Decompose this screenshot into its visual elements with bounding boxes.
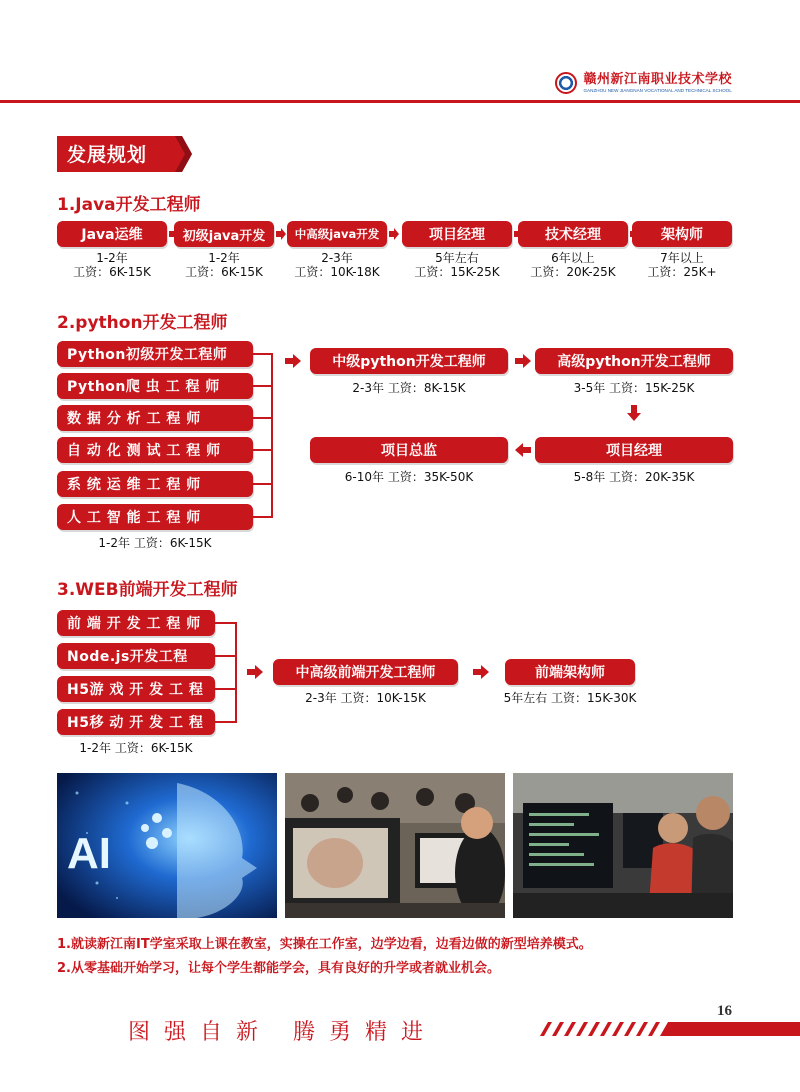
section-banner	[57, 136, 192, 172]
connector-line	[253, 353, 273, 355]
arrow-down-icon	[627, 405, 641, 421]
coding-students-photo	[513, 773, 733, 918]
web-mid-role: 中高级前端开发工程师	[273, 659, 458, 685]
java-step-label: 中高级java开发	[287, 221, 387, 247]
connector-line	[215, 721, 237, 723]
arrow-right-icon	[247, 665, 263, 679]
java-step-salary: 工资：6K-15K	[185, 265, 263, 279]
python-director-caption: 6-10年 工资：35K-50K	[344, 470, 474, 484]
python-entry-role: Python初级开发工程师	[57, 341, 253, 367]
python-section-title: 2.python开发工程师	[57, 313, 228, 333]
connector-line	[253, 516, 273, 518]
java-step-salary: 工资：25K+	[647, 265, 717, 279]
java-step-label: Java运维	[57, 221, 167, 247]
python-pm-role: 项目经理	[535, 437, 733, 463]
java-step-label: 项目经理	[402, 221, 512, 247]
java-step-salary: 工资：10K-18K	[294, 265, 380, 279]
page-number: 16	[717, 1003, 732, 1019]
java-section-title: 1.Java开发工程师	[57, 195, 201, 215]
arrow-right-icon	[276, 228, 286, 240]
python-entry-role: 人 工 智 能 工 程 师	[57, 504, 253, 530]
java-step-salary: 工资：6K-15K	[73, 265, 151, 279]
arrow-right-icon	[473, 665, 489, 679]
python-entry-role: Python爬 虫 工 程 师	[57, 373, 253, 399]
java-step-years: 2-3年	[321, 251, 353, 265]
arrow-right-icon	[285, 354, 301, 368]
java-step-years: 5年左右	[435, 251, 479, 265]
web-section-title: 3.WEB前端开发工程师	[57, 580, 238, 600]
python-entry-role: 自 动 化 测 试 工 程 师	[57, 437, 253, 463]
web-entry-role: H5移 动 开 发 工 程	[57, 709, 215, 735]
java-step-label: 架构师	[632, 221, 732, 247]
python-senior-role: 高级python开发工程师	[535, 348, 733, 374]
connector-vertical	[271, 353, 273, 518]
java-step-salary: 工资：20K-25K	[530, 265, 616, 279]
footer-stripes	[540, 1022, 800, 1036]
java-step-years: 6年以上	[551, 251, 595, 265]
header-rule	[0, 100, 800, 103]
web-entry-role: H5游 戏 开 发 工 程	[57, 676, 215, 702]
python-mid-role: 中级python开发工程师	[310, 348, 508, 374]
python-director-role: 项目总监	[310, 437, 508, 463]
school-logo	[555, 72, 732, 94]
connector-line	[215, 688, 237, 690]
java-step-salary: 工资：15K-25K	[414, 265, 500, 279]
school-emblem-icon	[555, 72, 577, 94]
java-step-label: 技术经理	[518, 221, 628, 247]
arrow-left-icon	[515, 443, 531, 457]
footer-motto: 图强自新 腾勇精进	[128, 1020, 437, 1045]
arrow-right-icon	[389, 228, 399, 240]
note-line: 1.就读新江南IT学室采取上课在教室，实操在工作室，边学边看，边看边做的新型培养模式。	[57, 937, 592, 952]
python-entry-caption: 1-2年 工资：6K-15K	[98, 536, 212, 550]
python-mid-caption: 2-3年 工资：8K-15K	[352, 381, 466, 395]
web-mid-caption: 2-3年 工资：10K-15K	[305, 691, 426, 705]
web-architect-caption: 5年左右 工资：15K-30K	[503, 691, 637, 705]
classroom-photo	[285, 773, 505, 918]
web-entry-role: Node.js开发工程	[57, 643, 215, 669]
connector-line	[253, 417, 273, 419]
web-entry-role: 前 端 开 发 工 程 师	[57, 610, 215, 636]
banner-title: 发展规划	[67, 144, 148, 166]
python-senior-caption: 3-5年 工资：15K-25K	[573, 381, 695, 395]
connector-line	[215, 655, 237, 657]
java-step-years: 1-2年	[96, 251, 128, 265]
connector-line	[215, 622, 237, 624]
web-architect-role: 前端架构师	[505, 659, 635, 685]
python-entry-role: 数 据 分 析 工 程 师	[57, 405, 253, 431]
connector-line	[253, 483, 273, 485]
arrow-right-icon	[515, 354, 531, 368]
note-line: 2.从零基础开始学习，让每个学生都能学会，具有良好的升学或者就业机会。	[57, 961, 500, 976]
java-step-label: 初级java开发	[174, 221, 274, 247]
connector-line	[253, 385, 273, 387]
school-name-cn: 赣州新江南职业技术学校	[583, 71, 732, 87]
python-entry-role: 系 统 运 维 工 程 师	[57, 471, 253, 497]
connector-line	[253, 449, 273, 451]
school-name-en: GANZHOU NEW JIANGNAN VOCATIONAL AND TECHNICAL SCHOOL	[583, 87, 732, 93]
connector-vertical	[235, 622, 237, 723]
java-step-years: 1-2年	[208, 251, 240, 265]
ai-overlay-text: AI	[67, 829, 111, 878]
java-step-years: 7年以上	[660, 251, 704, 265]
python-pm-caption: 5-8年 工资：20K-35K	[573, 470, 695, 484]
web-entry-caption: 1-2年 工资：6K-15K	[79, 741, 193, 755]
ai-face-photo	[57, 773, 277, 918]
